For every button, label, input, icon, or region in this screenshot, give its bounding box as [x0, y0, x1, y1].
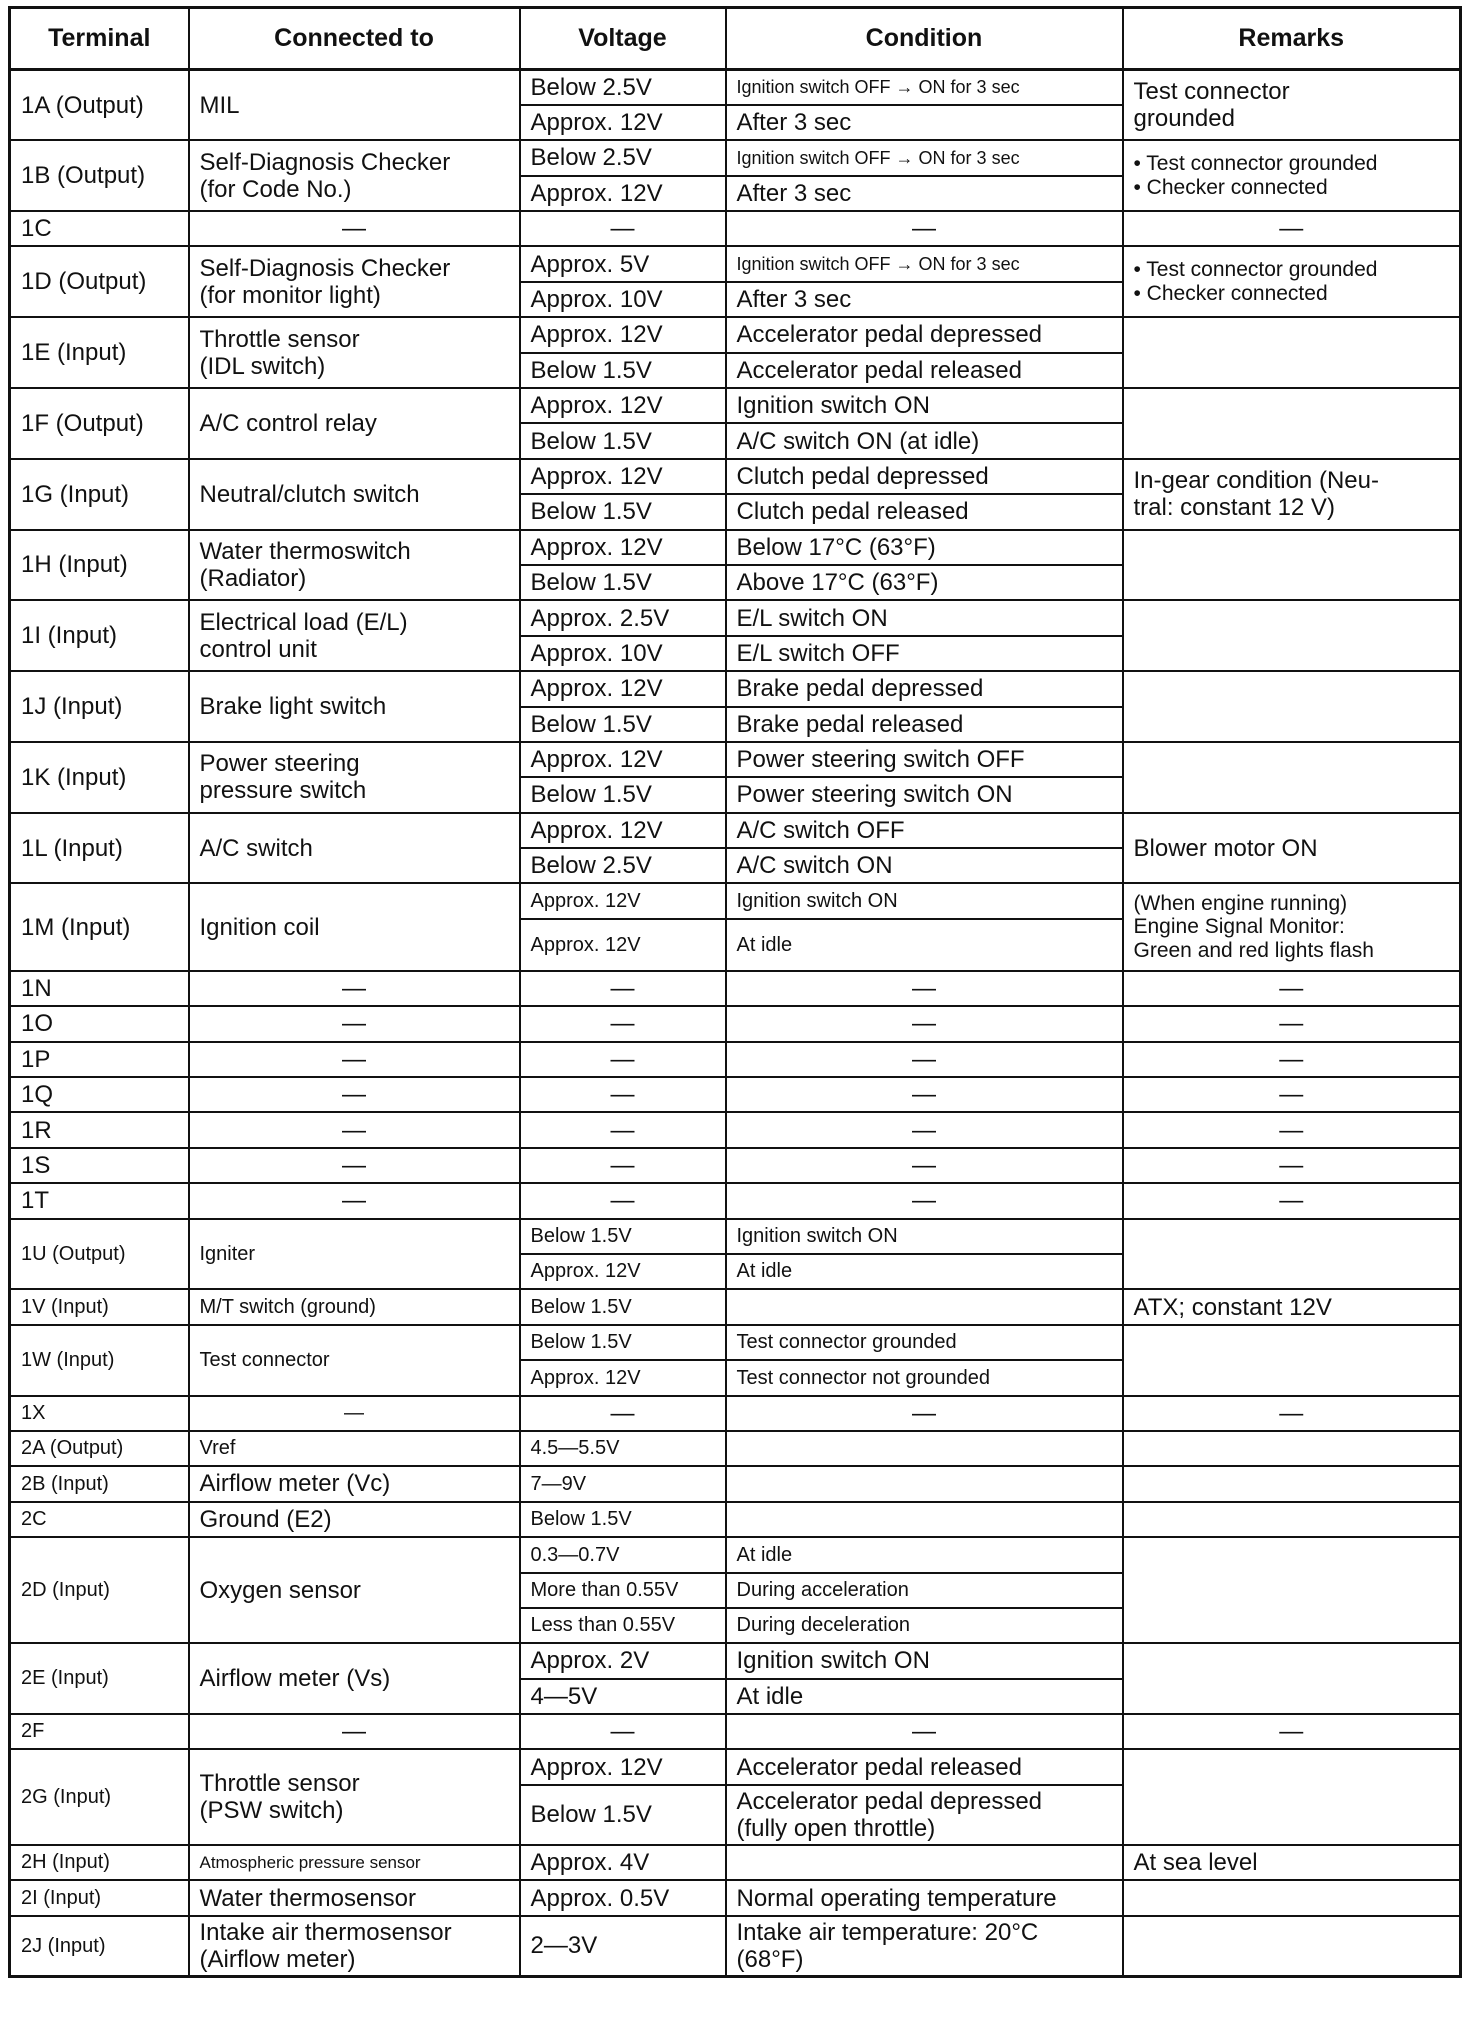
voltage-cell: Below 1.5V [520, 1219, 726, 1254]
remarks-cell: Blower motor ON [1123, 813, 1461, 884]
connected-to-cell: Ground (E2) [189, 1502, 520, 1537]
remarks-cell: Test connector grounded [1123, 70, 1461, 141]
condition-cell: Accelerator pedal depressed (fully open throttle) [726, 1785, 1123, 1845]
terminal-voltage-table-container [8, 6, 1462, 1978]
remarks-cell: — [1123, 1006, 1461, 1041]
connected-to-cell: Airflow meter (Vc) [189, 1466, 520, 1501]
connected-to-cell: Throttle sensor (IDL switch) [189, 317, 520, 388]
header-remarks: Remarks [1123, 8, 1461, 70]
terminal-cell: 1J (Input) [10, 671, 189, 742]
table-row [10, 1006, 1461, 1041]
condition-cell: — [726, 1396, 1123, 1431]
remarks-cell: — [1123, 1714, 1461, 1749]
table-row [10, 140, 1461, 175]
table-row [10, 1042, 1461, 1077]
voltage-cell: — [520, 1148, 726, 1183]
connected-to-cell: — [189, 1183, 520, 1218]
condition-cell: At idle [726, 1254, 1123, 1289]
voltage-cell: Below 2.5V [520, 848, 726, 883]
condition-cell: During deceleration [726, 1608, 1123, 1643]
voltage-cell: — [520, 971, 726, 1006]
condition-cell: At idle [726, 1679, 1123, 1714]
remarks-cell [1123, 1916, 1461, 1977]
terminal-cell: 1Q [10, 1077, 189, 1112]
voltage-cell: Approx. 12V [520, 530, 726, 565]
table-row [10, 1749, 1461, 1784]
table-row [10, 459, 1461, 494]
terminal-cell: 1P [10, 1042, 189, 1077]
connected-to-cell: Electrical load (E/L) control unit [189, 600, 520, 671]
remarks-cell [1123, 671, 1461, 742]
condition-cell: Above 17°C (63°F) [726, 565, 1123, 600]
condition-cell: Intake air temperature: 20°C (68°F) [726, 1916, 1123, 1977]
terminal-cell: 1R [10, 1112, 189, 1147]
remarks-cell: — [1123, 1112, 1461, 1147]
remarks-cell [1123, 1325, 1461, 1396]
table-row [10, 388, 1461, 423]
voltage-cell: — [520, 1112, 726, 1147]
table-row [10, 1112, 1461, 1147]
remarks-cell [1123, 388, 1461, 459]
remarks-cell: — [1123, 1396, 1461, 1431]
header-voltage: Voltage [520, 8, 726, 70]
voltage-cell: 4.5—5.5V [520, 1431, 726, 1466]
connected-to-cell: — [189, 1396, 520, 1431]
voltage-cell: Approx. 12V [520, 1360, 726, 1395]
connected-to-cell: — [189, 1112, 520, 1147]
remarks-cell: — [1123, 971, 1461, 1006]
terminal-cell: 1T [10, 1183, 189, 1218]
remarks-cell: — [1123, 1042, 1461, 1077]
condition-cell: Accelerator pedal released [726, 353, 1123, 388]
remarks-cell [1123, 1643, 1461, 1714]
voltage-cell: Below 1.5V [520, 494, 726, 529]
condition-cell: Ignition switch OFF → ON for 3 sec [726, 246, 1123, 281]
condition-cell: Clutch pedal depressed [726, 459, 1123, 494]
remarks-cell: In-gear condition (Neu- tral: constant 12 V) [1123, 459, 1461, 530]
header-row [10, 8, 1461, 70]
voltage-cell: Below 2.5V [520, 140, 726, 175]
connected-to-cell: A/C switch [189, 813, 520, 884]
remarks-cell [1123, 530, 1461, 601]
voltage-cell: 7—9V [520, 1466, 726, 1501]
table-row [10, 530, 1461, 565]
remarks-cell: At sea level [1123, 1845, 1461, 1880]
condition-cell: Brake pedal released [726, 707, 1123, 742]
table-row [10, 1845, 1461, 1880]
terminal-cell: 1A (Output) [10, 70, 189, 141]
terminal-cell: 1W (Input) [10, 1325, 189, 1396]
condition-cell: A/C switch OFF [726, 813, 1123, 848]
voltage-cell: Less than 0.55V [520, 1608, 726, 1643]
connected-to-cell: Power steering pressure switch [189, 742, 520, 813]
connected-to-cell: — [189, 1714, 520, 1749]
condition-cell: Ignition switch OFF → ON for 3 sec [726, 70, 1123, 105]
condition-cell: Test connector not grounded [726, 1360, 1123, 1395]
terminal-cell: 1V (Input) [10, 1289, 189, 1324]
table-row [10, 742, 1461, 777]
connected-to-cell: Ignition coil [189, 883, 520, 970]
table-row [10, 1148, 1461, 1183]
condition-cell: After 3 sec [726, 105, 1123, 140]
connected-to-cell: Atmospheric pressure sensor [189, 1845, 520, 1880]
remarks-cell: (When engine running) Engine Signal Monitor: Green and red lights flash [1123, 883, 1461, 970]
condition-cell: — [726, 1042, 1123, 1077]
voltage-cell: Approx. 12V [520, 388, 726, 423]
voltage-cell: Approx. 12V [520, 459, 726, 494]
condition-cell: During acceleration [726, 1573, 1123, 1608]
voltage-cell: Approx. 12V [520, 317, 726, 352]
condition-cell: Ignition switch OFF → ON for 3 sec [726, 140, 1123, 175]
condition-cell: Test connector grounded [726, 1325, 1123, 1360]
voltage-cell: Approx. 5V [520, 246, 726, 281]
remarks-cell: — [1123, 211, 1461, 246]
terminal-cell: 2D (Input) [10, 1537, 189, 1643]
terminal-cell: 1B (Output) [10, 140, 189, 211]
voltage-cell: — [520, 1077, 726, 1112]
connected-to-cell: MIL [189, 70, 520, 141]
table-row [10, 1880, 1461, 1915]
voltage-cell: 4—5V [520, 1679, 726, 1714]
connected-to-cell: Test connector [189, 1325, 520, 1396]
voltage-cell: Approx. 12V [520, 1749, 726, 1784]
connected-to-cell: Igniter [189, 1219, 520, 1290]
remarks-cell: • Test connector grounded • Checker connected [1123, 246, 1461, 317]
terminal-cell: 2E (Input) [10, 1643, 189, 1714]
voltage-cell: Approx. 12V [520, 1254, 726, 1289]
connected-to-cell: — [189, 1042, 520, 1077]
voltage-cell: 2—3V [520, 1916, 726, 1977]
table-row [10, 600, 1461, 635]
terminal-cell: 2I (Input) [10, 1880, 189, 1915]
condition-cell [726, 1502, 1123, 1537]
condition-cell: — [726, 971, 1123, 1006]
condition-cell [726, 1845, 1123, 1880]
header-condition: Condition [726, 8, 1123, 70]
condition-cell: Ignition switch ON [726, 1219, 1123, 1254]
connected-to-cell: Throttle sensor (PSW switch) [189, 1749, 520, 1845]
remarks-cell [1123, 1219, 1461, 1290]
condition-cell: Ignition switch ON [726, 388, 1123, 423]
voltage-cell: Below 2.5V [520, 70, 726, 105]
voltage-cell: Below 1.5V [520, 353, 726, 388]
table-row [10, 1289, 1461, 1324]
terminal-cell: 1G (Input) [10, 459, 189, 530]
remarks-cell: — [1123, 1148, 1461, 1183]
connected-to-cell: Vref [189, 1431, 520, 1466]
terminal-cell: 1L (Input) [10, 813, 189, 884]
table-row [10, 211, 1461, 246]
terminal-cell: 1X [10, 1396, 189, 1431]
table-row [10, 671, 1461, 706]
table-row [10, 1643, 1461, 1678]
connected-to-cell: Water thermoswitch (Radiator) [189, 530, 520, 601]
condition-cell [726, 1466, 1123, 1501]
condition-cell: After 3 sec [726, 176, 1123, 211]
condition-cell [726, 1289, 1123, 1324]
voltage-cell: Approx. 10V [520, 282, 726, 317]
table-row [10, 70, 1461, 105]
terminal-cell: 2H (Input) [10, 1845, 189, 1880]
condition-cell: — [726, 1077, 1123, 1112]
connected-to-cell: Airflow meter (Vs) [189, 1643, 520, 1714]
remarks-cell [1123, 600, 1461, 671]
voltage-cell: More than 0.55V [520, 1573, 726, 1608]
voltage-cell: — [520, 1396, 726, 1431]
remarks-cell [1123, 1749, 1461, 1845]
table-row [10, 1396, 1461, 1431]
condition-cell: — [726, 211, 1123, 246]
condition-cell: Power steering switch ON [726, 777, 1123, 812]
connected-to-cell: A/C control relay [189, 388, 520, 459]
voltage-cell: Approx. 12V [520, 742, 726, 777]
condition-cell: Power steering switch OFF [726, 742, 1123, 777]
connected-to-cell: Self-Diagnosis Checker (for monitor light) [189, 246, 520, 317]
remarks-cell [1123, 1537, 1461, 1643]
table-row [10, 1183, 1461, 1218]
connected-to-cell: — [189, 1006, 520, 1041]
voltage-cell: — [520, 211, 726, 246]
voltage-cell: — [520, 1714, 726, 1749]
condition-cell: After 3 sec [726, 282, 1123, 317]
voltage-cell: Approx. 12V [520, 105, 726, 140]
connected-to-cell: Intake air thermosensor (Airflow meter) [189, 1916, 520, 1977]
voltage-cell: Below 1.5V [520, 565, 726, 600]
condition-cell: Accelerator pedal depressed [726, 317, 1123, 352]
terminal-cell: 2F [10, 1714, 189, 1749]
remarks-cell: ATX; constant 12V [1123, 1289, 1461, 1324]
condition-cell: Ignition switch ON [726, 1643, 1123, 1678]
voltage-cell: Approx. 2V [520, 1643, 726, 1678]
voltage-cell: Approx. 0.5V [520, 1880, 726, 1915]
connected-to-cell: Oxygen sensor [189, 1537, 520, 1643]
table-row [10, 317, 1461, 352]
voltage-cell: Approx. 12V [520, 813, 726, 848]
condition-cell: Normal operating temperature [726, 1880, 1123, 1915]
header-connected-to: Connected to [189, 8, 520, 70]
terminal-cell: 2C [10, 1502, 189, 1537]
voltage-cell: Approx. 12V [520, 883, 726, 918]
terminal-cell: 2G (Input) [10, 1749, 189, 1845]
connected-to-cell: — [189, 211, 520, 246]
condition-cell: A/C switch ON (at idle) [726, 423, 1123, 458]
condition-cell: Below 17°C (63°F) [726, 530, 1123, 565]
table-row [10, 813, 1461, 848]
connected-to-cell: Self-Diagnosis Checker (for Code No.) [189, 140, 520, 211]
terminal-cell: 1U (Output) [10, 1219, 189, 1290]
condition-cell: A/C switch ON [726, 848, 1123, 883]
terminal-cell: 2A (Output) [10, 1431, 189, 1466]
condition-cell: Ignition switch ON [726, 883, 1123, 918]
condition-cell: At idle [726, 1537, 1123, 1572]
table-row [10, 883, 1461, 918]
terminal-cell: 1I (Input) [10, 600, 189, 671]
remarks-cell [1123, 1431, 1461, 1466]
remarks-cell [1123, 1466, 1461, 1501]
voltage-cell: — [520, 1042, 726, 1077]
terminal-cell: 1F (Output) [10, 388, 189, 459]
table-row [10, 246, 1461, 281]
table-row [10, 1077, 1461, 1112]
remarks-cell: — [1123, 1183, 1461, 1218]
condition-cell: — [726, 1112, 1123, 1147]
condition-cell: — [726, 1006, 1123, 1041]
connected-to-cell: — [189, 971, 520, 1006]
remarks-cell [1123, 742, 1461, 813]
voltage-cell: Below 1.5V [520, 707, 726, 742]
voltage-cell: Approx. 10V [520, 636, 726, 671]
terminal-cell: 2B (Input) [10, 1466, 189, 1501]
remarks-cell: — [1123, 1077, 1461, 1112]
voltage-cell: — [520, 1006, 726, 1041]
voltage-cell: Approx. 12V [520, 919, 726, 971]
terminal-cell: 1C [10, 211, 189, 246]
connected-to-cell: — [189, 1148, 520, 1183]
voltage-cell: Below 1.5V [520, 1325, 726, 1360]
table-row [10, 1466, 1461, 1501]
condition-cell: At idle [726, 919, 1123, 971]
remarks-cell [1123, 1502, 1461, 1537]
connected-to-cell: Neutral/clutch switch [189, 459, 520, 530]
terminal-cell: 1M (Input) [10, 883, 189, 970]
table-row [10, 1219, 1461, 1254]
voltage-cell: Below 1.5V [520, 1785, 726, 1845]
condition-cell: E/L switch ON [726, 600, 1123, 635]
voltage-cell: — [520, 1183, 726, 1218]
remarks-cell: • Test connector grounded • Checker connected [1123, 140, 1461, 211]
connected-to-cell: Water thermosensor [189, 1880, 520, 1915]
voltage-cell: Approx. 12V [520, 671, 726, 706]
header-terminal: Terminal [10, 8, 189, 70]
condition-cell: — [726, 1183, 1123, 1218]
voltage-cell: Below 1.5V [520, 777, 726, 812]
connected-to-cell: Brake light switch [189, 671, 520, 742]
voltage-cell: Approx. 12V [520, 176, 726, 211]
condition-cell: — [726, 1714, 1123, 1749]
terminal-cell: 1O [10, 1006, 189, 1041]
condition-cell: — [726, 1148, 1123, 1183]
terminal-cell: 1E (Input) [10, 317, 189, 388]
table-row [10, 1431, 1461, 1466]
condition-cell: E/L switch OFF [726, 636, 1123, 671]
voltage-cell: Below 1.5V [520, 423, 726, 458]
remarks-cell [1123, 1880, 1461, 1915]
table-row [10, 1537, 1461, 1572]
voltage-cell: Below 1.5V [520, 1502, 726, 1537]
remarks-cell [1123, 317, 1461, 388]
table-row [10, 1502, 1461, 1537]
terminal-cell: 1H (Input) [10, 530, 189, 601]
condition-cell [726, 1431, 1123, 1466]
terminal-cell: 2J (Input) [10, 1916, 189, 1977]
table-row [10, 1916, 1461, 1977]
table-body [10, 70, 1461, 1977]
voltage-cell: Approx. 4V [520, 1845, 726, 1880]
voltage-cell: Approx. 2.5V [520, 600, 726, 635]
terminal-cell: 1D (Output) [10, 246, 189, 317]
table-row [10, 1325, 1461, 1360]
terminal-cell: 1S [10, 1148, 189, 1183]
table-row [10, 971, 1461, 1006]
terminal-cell: 1N [10, 971, 189, 1006]
condition-cell: Brake pedal depressed [726, 671, 1123, 706]
terminal-voltage-table [8, 6, 1462, 1978]
condition-cell: Accelerator pedal released [726, 1749, 1123, 1784]
connected-to-cell: M/T switch (ground) [189, 1289, 520, 1324]
voltage-cell: Below 1.5V [520, 1289, 726, 1324]
terminal-cell: 1K (Input) [10, 742, 189, 813]
connected-to-cell: — [189, 1077, 520, 1112]
voltage-cell: 0.3—0.7V [520, 1537, 726, 1572]
table-row [10, 1714, 1461, 1749]
condition-cell: Clutch pedal released [726, 494, 1123, 529]
